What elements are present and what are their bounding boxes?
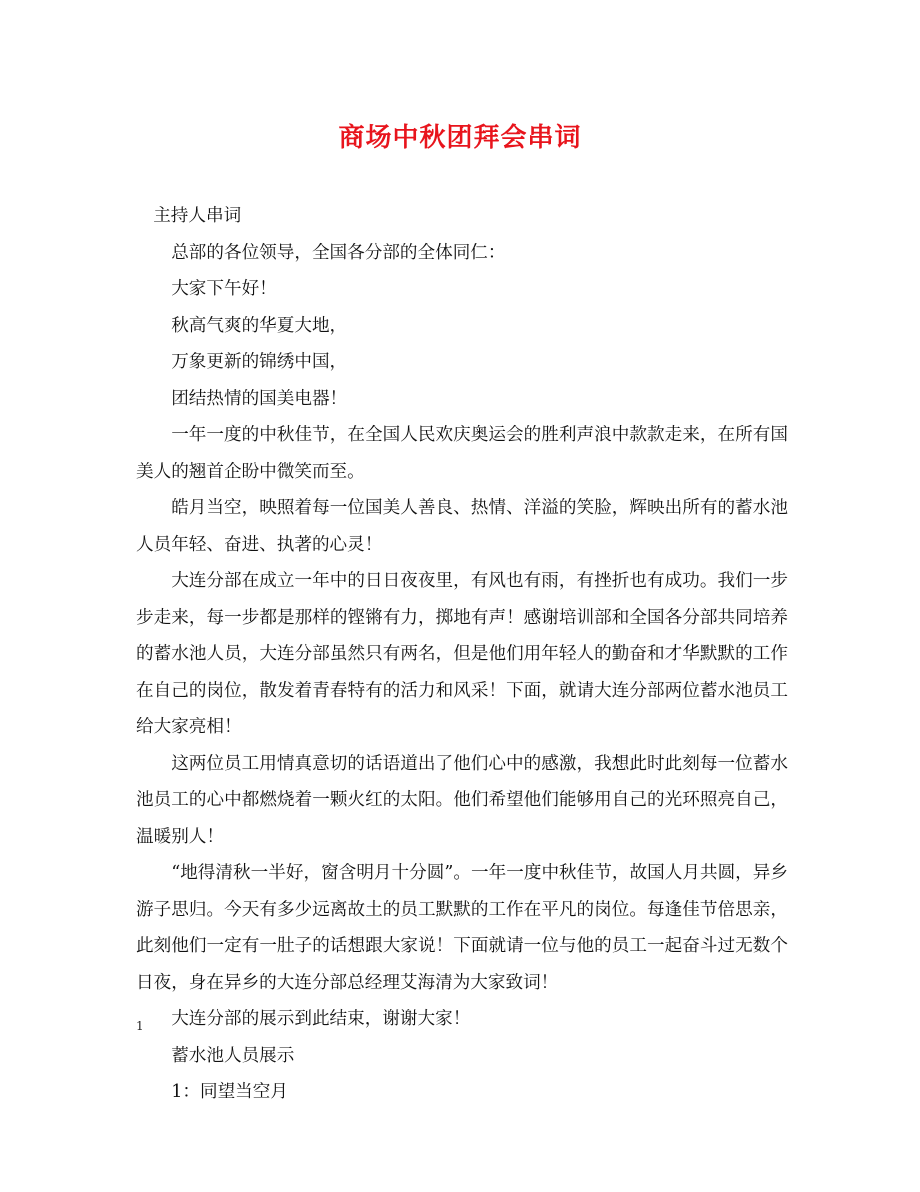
document-title: 商场中秋团拜会串词 [338,123,582,153]
paragraph: 大家下午好！ [171,279,277,299]
paragraph: 皓月当空，映照着每一位国美人善良、热情、洋溢的笑脸，辉映出所有的蓄水池人员年轻、奋进、执著的心灵！ [136,498,788,555]
paragraph: 一年一度的中秋佳节，在全国人民欢庆奥运会的胜利声浪中款款走来，在所有国美人的翘首企盼中微笑而至。 [136,425,788,482]
paragraph: 大连分部的展示到此结束，谢谢大家！ [171,1009,471,1029]
paragraph [136,198,788,235]
document-body [136,198,788,1111]
paragraph: 万象更新的锦绣中国， [171,352,348,372]
page-number: 1 [136,1019,144,1033]
paragraph: “地得清秋一半好，窗含明月十分圆”。一年一度中秋佳节，故国人月共圆，异乡游子思归。今天有多少远离故土的员工默默的工作在平凡的岗位。每逢佳节倍思亲，此刻他们一定有一肚子的话想跟大家说！下面就请一位与他的员工一起奋斗过无数个日夜，身在异乡的大连分部总经理艾海清为大家致词！ [136,863,788,993]
paragraph: 1：同望当空月 [171,1082,288,1102]
paragraph-text: 主持人串词 [153,206,242,226]
paragraph: 这两位员工用情真意切的话语道出了他们心中的感激，我想此时此刻每一位蓄水池员工的心中都燃烧着一颗火红的太阳。他们希望他们能够用自己的光环照亮自己，温暖别人！ [136,753,788,847]
paragraph: 大连分部在成立一年中的日日夜夜里，有风也有雨，有挫折也有成功。我们一步步走来，每一步都是那样的铿锵有力，掷地有声！感谢培训部和全国各分部共同培养的蓄水池人员，大连分部虽然只有两名，但是他们用年轻人的勤奋和才华默默的工作在自己的岗位，散发着青春特有的活力和风采！下面，就请大连分部两位蓄水池员工给大家亮相！ [136,571,788,737]
paragraph: 团结热情的国美电器！ [171,388,348,409]
paragraph: 蓄水池人员展示 [171,1045,295,1066]
paragraph: 秋高气爽的华夏大地， [171,315,348,336]
paragraph: 总部的各位领导，全国各分部的全体同仁： [171,242,506,263]
